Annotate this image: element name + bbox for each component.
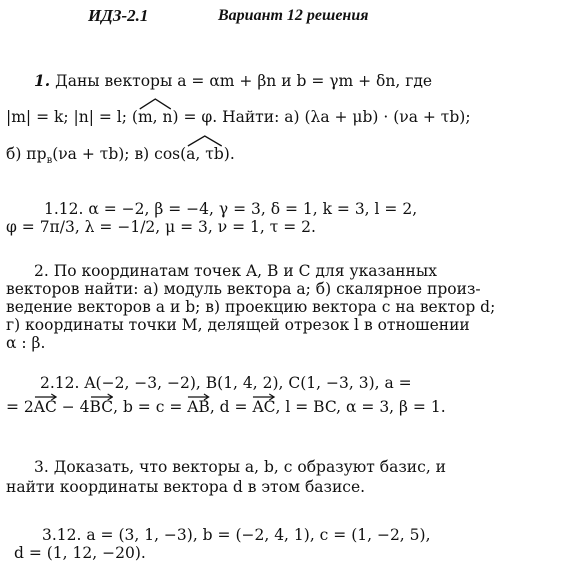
v2-d-eq: , d = xyxy=(209,398,253,416)
task1-norms: |m| = k; |n| = l; ( xyxy=(6,108,138,126)
task3-line1: 3. Доказать, что векторы a, b, c образуют базис, и xyxy=(34,458,446,476)
v2-pre: = 2 xyxy=(6,398,34,416)
vector-bc xyxy=(90,398,114,416)
task1-b-expression: b = γm + δn, xyxy=(296,72,401,90)
vector-ac-1 xyxy=(34,398,57,416)
vector-ac-2-label: AC xyxy=(252,398,276,416)
task1-line3 xyxy=(6,145,235,170)
task1-a-expression: a = αm + βn xyxy=(177,72,277,90)
task1-cos: (νa + τb); в) cos( xyxy=(52,145,187,163)
page-header xyxy=(0,6,573,30)
variant2-line1: 2.12. A(−2, −3, −2), B(1, 4, 2), C(1, −3, 3), a = xyxy=(40,374,412,392)
variant2-line2 xyxy=(6,398,446,416)
task1-where: где xyxy=(400,72,433,90)
task1-end: ). xyxy=(223,145,235,163)
variant1-line1: 1.12. α = −2, β = −4, γ = 3, δ = 1, k = 3, l = 2, xyxy=(44,200,418,218)
vector-ac-1-label: AC xyxy=(33,398,57,416)
angle-a-tb xyxy=(186,145,224,163)
vector-bc-label: BC xyxy=(89,398,114,416)
angle-mn-label: m, n xyxy=(137,108,173,126)
task1-intro: Даны векторы xyxy=(50,72,178,90)
task2-line3: ведение векторов a и b; в) проекцию вектора c на вектор d; xyxy=(6,298,496,316)
task2-line1: 2. По координатам точек A, B и C для указанных xyxy=(34,262,437,280)
variant3-line1: 3.12. a = (3, 1, −3), b = (−2, 4, 1), c = (1, −2, 5), xyxy=(42,526,431,544)
vector-ab-label: AB xyxy=(187,398,210,416)
task2-line5: α : β. xyxy=(6,334,46,352)
projection-subscript: в xyxy=(46,155,53,167)
v2-tail: , l = BC, α = 3, β = 1. xyxy=(275,398,446,416)
angle-a-tb-label: a, τb xyxy=(186,145,224,163)
vector-ac-2 xyxy=(252,398,275,416)
task1-find: ) = φ. Найти: а) (λa + μb) · (νa + τb); xyxy=(172,108,471,126)
task3-line2: найти координаты вектора d в этом базисе. xyxy=(6,478,366,496)
task1-line2 xyxy=(6,108,471,126)
task2-line2: векторов найти: а) модуль вектора a; б) скалярное произ- xyxy=(6,280,481,298)
task1-number: 1. xyxy=(34,71,51,90)
variant-title: Вариант 12 решения xyxy=(218,7,369,24)
task1-projection: б) пр xyxy=(6,145,47,163)
task2-line4: г) координаты точки M, делящей отрезок l в отношении xyxy=(6,316,470,334)
vector-ab xyxy=(187,398,210,416)
variant1-line2: φ = 7π/3, λ = −1/2, μ = 3, ν = 1, τ = 2. xyxy=(6,218,316,236)
angle-mn xyxy=(138,108,173,126)
assignment-code: ИДЗ-2.1 xyxy=(88,6,149,25)
variant3-line2: d = (1, 12, −20). xyxy=(14,544,146,562)
v2-b-eq: , b = c = xyxy=(113,398,188,416)
v2-minus: − 4 xyxy=(56,398,90,416)
task1-and: и xyxy=(276,72,297,90)
task1-line1 xyxy=(34,72,432,90)
